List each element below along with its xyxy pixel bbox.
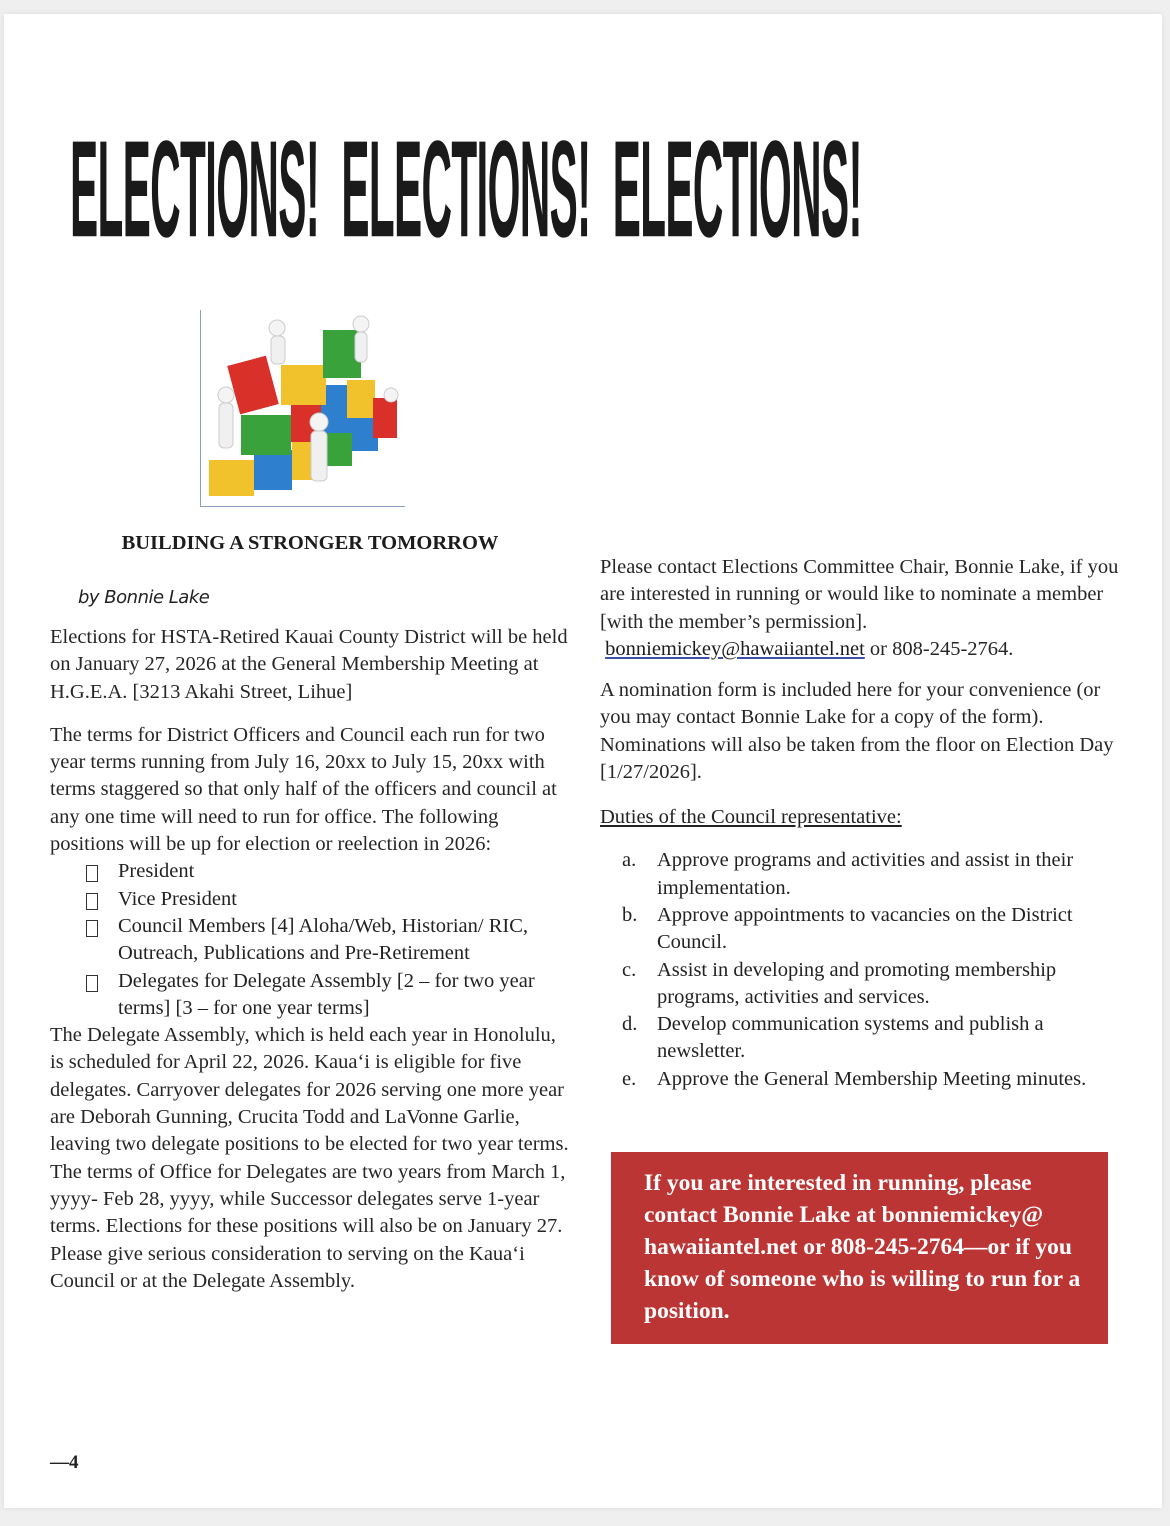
delegate-assembly-paragraph: The Delegate Assembly, which is held each year in Honolulu, is scheduled for April 22, 2026. Kaua‘i is eligible for five delegates. Carryover delegates for 2026 serving one more year are Deborah Gunning, Crucita Todd and LaVonne Garlie, leaving two delegate positions to be elected for two year terms. The terms of Office for Delegates are two years from March 1, yyyy- Feb 28, yyyy, while Successor delegates serve 1-year terms. Elections for these positions will also be on January 27. bbox=[50, 1024, 569, 1238]
position-item: President bbox=[86, 858, 570, 885]
position-item: Vice President bbox=[86, 886, 570, 913]
callout-box bbox=[611, 1152, 1108, 1344]
checkbox-bullet-icon bbox=[86, 865, 98, 882]
duty-item: e. Approve the General Membership Meeting minutes. bbox=[622, 1067, 1087, 1090]
headline-text: ELECTIONS! ELECTIONS! ELECTIONS! bbox=[70, 111, 862, 267]
right-column bbox=[600, 554, 1135, 1093]
left-column bbox=[50, 526, 570, 1295]
checkbox-bullet-icon bbox=[86, 920, 98, 937]
contact-paragraph: Please contact Elections Committee Chair, Bonnie Lake, if you are interested in running or would like to nominate a member [with the member’s permission]. bonniemickey@hawaiiantel.net or 808-245-2764. bbox=[600, 556, 1119, 660]
headline bbox=[70, 111, 980, 267]
duties-heading: Duties of the Council representative: bbox=[600, 806, 902, 829]
byline: by Bonnie Lake bbox=[78, 587, 210, 608]
article-title: BUILDING A STRONGER TOMORROW bbox=[121, 532, 499, 554]
puzzle-teamwork-illustration bbox=[200, 310, 405, 507]
callout-text: If you are interested in running, please contact Bonnie Lake at bonniemickey@ hawaiiantel.net or 808-245-2764—or if you know of someone who is willing to run for a position. bbox=[644, 1170, 1081, 1324]
checkbox-bullet-icon bbox=[86, 893, 98, 910]
page-number: —4 bbox=[50, 1452, 79, 1473]
duty-item: b. Approve appointments to vacancies on the District Council. bbox=[622, 903, 1073, 954]
terms-paragraph: The terms for District Officers and Council each run for two year terms running from July 16, 20xx to July 15, 20xx with terms staggered so that only half of the officers and council at any one time will need to run for office. The following positions will be up for election or reelection in 2026: bbox=[50, 723, 557, 856]
duties-list bbox=[600, 847, 1135, 1093]
position-item: Delegates for Delegate Assembly [2 – for two year terms] [3 – for one year terms] bbox=[86, 968, 570, 1023]
checkbox-bullet-icon bbox=[86, 975, 98, 992]
duty-item: c. Assist in developing and promoting membership programs, activities and services. bbox=[622, 958, 1057, 1008]
duty-item: d. Develop communication systems and publish a newsletter. bbox=[622, 1013, 1044, 1063]
email-link[interactable]: bonniemickey@hawaiiantel.net bbox=[605, 637, 865, 660]
puzzle-pieces-icon bbox=[201, 310, 405, 506]
newsletter-page bbox=[4, 14, 1162, 1508]
position-item: Council Members [4] Aloha/Web, Historian/ RIC, Outreach, Publications and Pre-Retirement bbox=[86, 913, 570, 968]
nomination-paragraph: A nomination form is included here for your convenience (or you may contact Bonnie Lake for a copy of the form). Nominations will also be taken from the floor on Election Day [1/27/2026]. bbox=[600, 679, 1114, 784]
consideration-paragraph: Please give serious consideration to serving on the Kaua‘i Council or at the Delegate Assembly. bbox=[50, 1242, 525, 1292]
positions-list bbox=[50, 858, 570, 1022]
election-date-paragraph: Elections for HSTA-Retired Kauai County District will be held on January 27, 2026 at the General Membership Meeting at H.G.E.A. [3213 Akahi Street, Lihue] bbox=[50, 626, 568, 703]
duty-item: a. Approve programs and activities and assist in their implementation. bbox=[622, 849, 1074, 899]
